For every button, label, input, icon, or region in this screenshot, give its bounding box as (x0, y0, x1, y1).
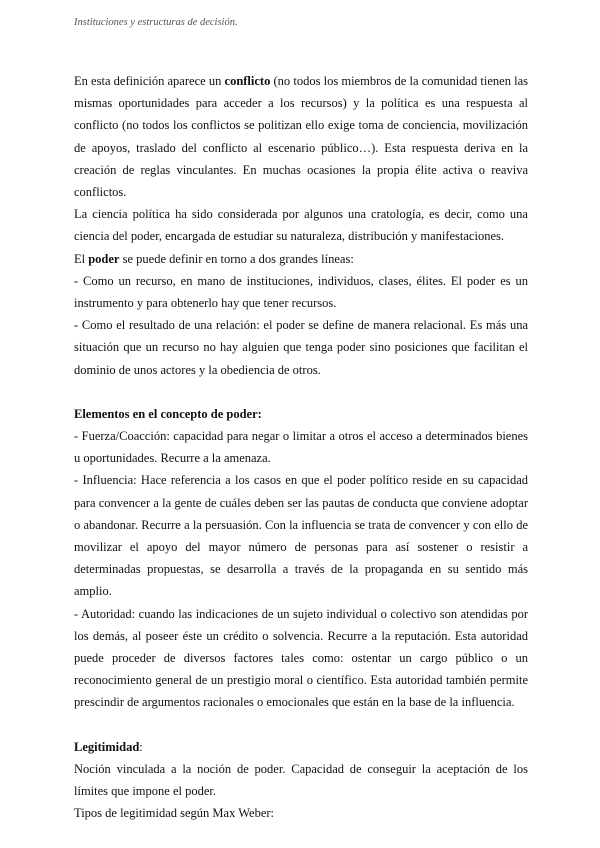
document-body (74, 70, 528, 825)
running-header: Instituciones y estructuras de decisión. (74, 17, 238, 28)
paragraph-cratologia: La ciencia política ha sido considerada por algunos una cratología, es decir, como una ciencia del poder, encargada de estudiar su naturaleza, distribución y manifestaciones. (74, 207, 528, 244)
section-heading-elementos: Elementos en el concepto de poder: (74, 406, 262, 421)
list-item-fuerza: - Fuerza/Coacción: capacidad para negar o limitar a otros el acceso a determinados bienes u oportunidades. Recurre a la amenaza. (74, 429, 528, 466)
term-poder: poder (88, 251, 120, 266)
list-item-influencia: - Influencia: Hace referencia a los casos en que el poder político reside en su capacidad para convencer a la gente de cuáles deben ser las pautas de conducta que conviene adoptar o abandonar. Recurre a la persuasión. Con la influencia se trata de convencer y con ello de movilizar el apoyo del mayor número de personas para así sostener o resistir a determinadas propuestas, se desarrolla a través de la propaganda en su sentido más amplio. (74, 473, 528, 599)
list-item-recurso: - Como un recurso, en mano de instituciones, individuos, clases, élites. El poder es un instrumento y para obtenerlo hay que tener recursos. (74, 273, 528, 311)
paragraph-poder-definicion: El poder se puede definir en torno a dos grandes líneas: (74, 251, 354, 266)
section-heading-legitimidad: Legitimidad: (74, 739, 143, 754)
paragraph-legitimidad: Noción vinculada a la noción de poder. Capacidad de conseguir la aceptación de los límites que impone el poder. (74, 761, 528, 799)
paragraph-tipos-legitimidad: Tipos de legitimidad según Max Weber: (74, 806, 275, 821)
list-item-autoridad: - Autoridad: cuando las indicaciones de un sujeto individual o colectivo son atendidas por los demás, al poseer éste un crédito o solvencia. Recurre a la reputación. Esta autoridad puede proceder de diversos factores tales como: ostentar un cargo público o un reconocimiento general de un prestigio moral o científico. Esta autoridad también permite prescindir de argumentos racionales o emocionales que están en la base de la influencia. (74, 606, 528, 710)
paragraph-conflicto: En esta definición aparece un conflicto (no todos los miembros de la comunidad tienen las mismas oportunidades para acceder a los recursos) y la política es una respuesta al conflicto (no todos los conflictos se politizan ello exige toma de conciencia, movilización de apoyos, traslado del conflicto al escenario público…). Esta respuesta deriva en la creación de reglas vinculantes. En muchas ocasiones la propia élite activa o reaviva conflictos. (74, 74, 529, 200)
term-conflicto: conflicto (224, 74, 271, 88)
list-item-relacion: - Como el resultado de una relación: el poder se define de manera relacional. Es más una situación que un recurso no hay alguien que tenga poder sino posiciones que facilitan el dominio de unos actores y la obediencia de otros. (74, 318, 528, 377)
